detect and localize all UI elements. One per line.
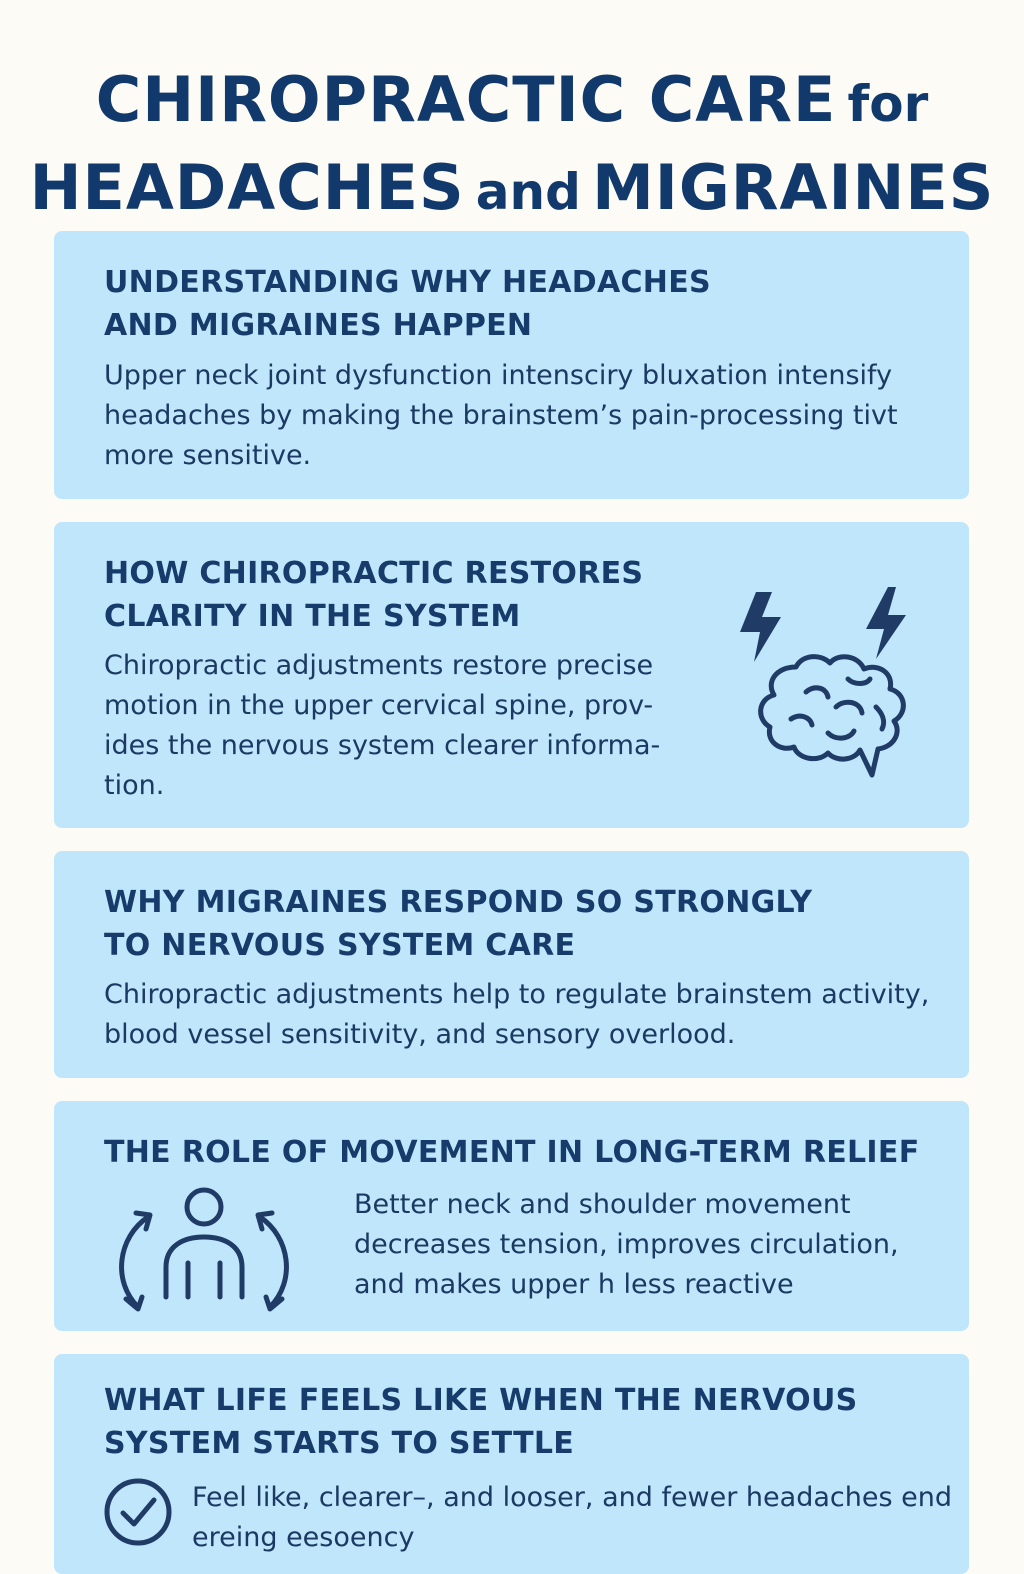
section-heading <box>104 552 724 638</box>
section-heading-line: CLARITY IN THE SYSTEM <box>104 599 521 634</box>
section-heading <box>104 881 944 967</box>
person-movement-arrows-icon <box>104 1179 304 1319</box>
title-connector-text: and <box>475 163 581 222</box>
section-heading-line: UNDERSTANDING WHY HEADACHES <box>104 265 711 300</box>
title-main-text: CHIROPRACTIC CARE <box>95 63 837 137</box>
section-card-movement <box>54 1101 969 1331</box>
section-heading <box>104 1131 964 1174</box>
check-circle-icon <box>102 1476 174 1548</box>
title-main-text: HEADACHES <box>29 151 465 225</box>
section-body: Upper neck joint dysfunction intensciry bluxation intensify headaches by making the brainstem’s pain-processing tivt more sensitive. <box>104 360 898 471</box>
section-card-migraines-respond <box>54 851 969 1078</box>
section-heading-line: WHAT LIFE FEELS LIKE WHEN THE NERVOUS <box>104 1383 858 1418</box>
section-body: Feel like, clearer–, and looser, and fewer headaches end ereing eesoency <box>192 1482 952 1553</box>
section-heading-line: SYSTEM STARTS TO SETTLE <box>104 1426 575 1461</box>
section-body: Chiropractic adjustments restore precise motion in the upper cervical spine, prov-ides the nervous system clearer informa-tion. <box>104 650 661 801</box>
section-heading-line: THE ROLE OF MOVEMENT IN LONG-TERM RELIEF <box>104 1135 920 1170</box>
section-heading-line: WHY MIGRAINES RESPOND SO STRONGLY <box>104 885 813 920</box>
section-heading <box>104 261 944 347</box>
title-connector-text: for <box>847 75 929 134</box>
title-main-text: MIGRAINES <box>592 151 995 225</box>
section-heading-line: HOW CHIROPRACTIC RESTORES <box>104 556 644 591</box>
section-card-restores-clarity <box>54 522 969 828</box>
title-line-1 <box>0 61 1024 149</box>
section-heading-line: AND MIGRAINES HAPPEN <box>104 308 533 343</box>
brain-with-lightning-icon <box>736 587 926 787</box>
section-body: Chiropractic adjustments help to regulate brainstem activity, blood vessel sensitivity, and sensory overlood. <box>104 979 930 1050</box>
section-card-life-feels <box>54 1354 969 1574</box>
section-card-understanding <box>54 231 969 499</box>
section-body: Better neck and shoulder movement decreases tension, improves circulation, and makes upper h less reactive <box>354 1189 899 1300</box>
page-title <box>0 61 1024 237</box>
section-heading <box>104 1379 964 1465</box>
section-heading-line: TO NERVOUS SYSTEM CARE <box>104 928 576 963</box>
title-line-2 <box>0 149 1024 237</box>
